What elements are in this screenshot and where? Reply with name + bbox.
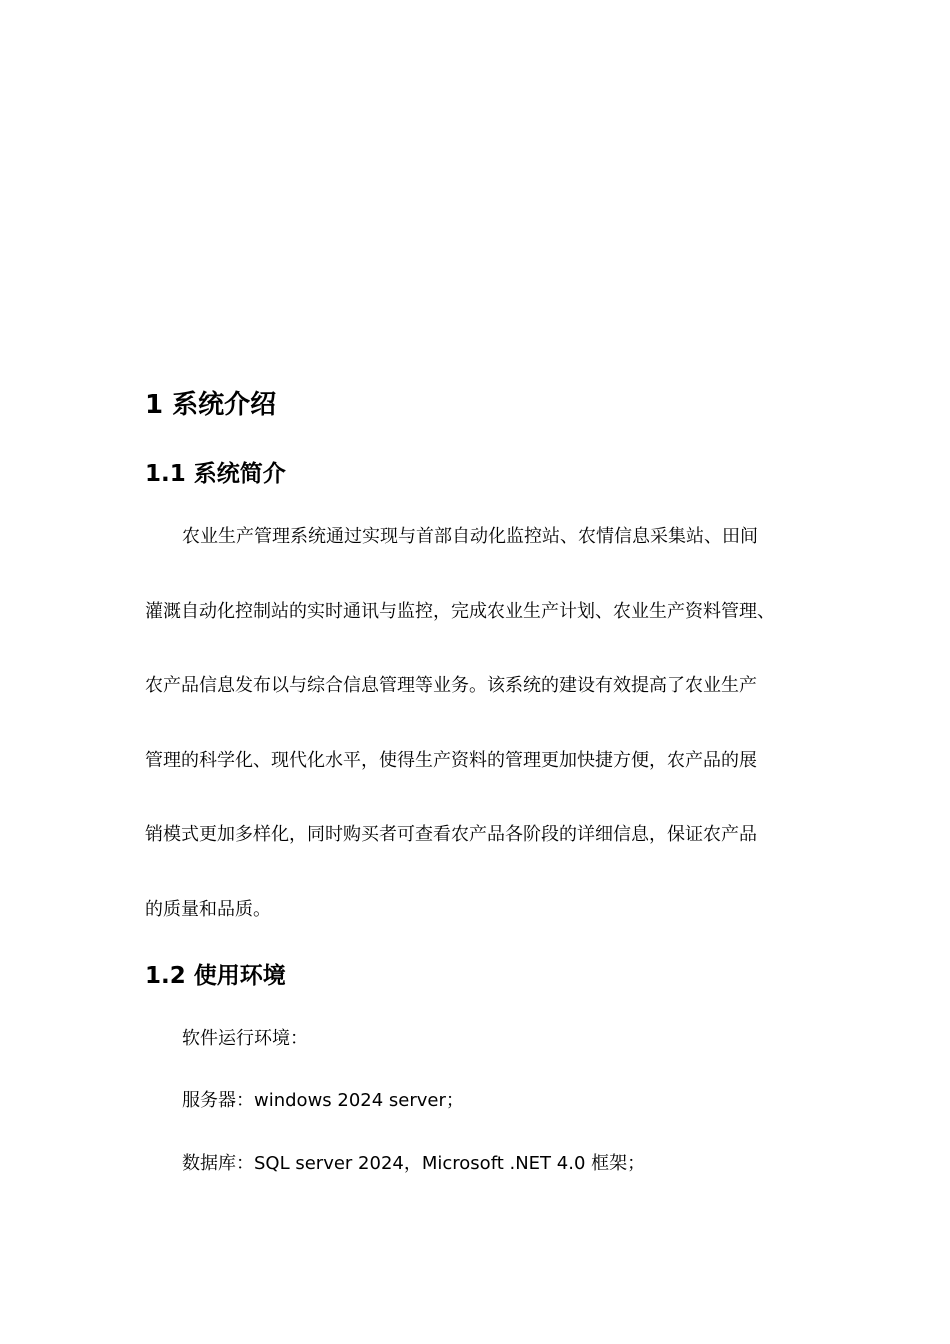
paragraph-line: 管理的科学化、现代化水平，使得生产资料的管理更加快捷方便，农产品的展: [145, 749, 757, 771]
environment-server: 服务器：windows 2024 server；: [182, 1090, 464, 1111]
paragraph-line: 农业生产管理系统通过实现与首部自动化监控站、农情信息采集站、田间: [182, 526, 758, 547]
paragraph-line: 农产品信息发布以与综合信息管理等业务。该系统的建设有效提高了农业生产: [145, 675, 757, 696]
environment-label: 软件运行环境：: [182, 1028, 308, 1049]
paragraph-line: 的质量和品质。: [145, 898, 271, 920]
paragraph-line: 灌溉自动化控制站的实时通讯与监控，完成农业生产计划、农业生产资料管理、: [145, 600, 775, 622]
section-heading-system-intro: 1 系统介绍: [145, 390, 277, 420]
paragraph-line: 销模式更加多样化，同时购买者可查看农产品各阶段的详细信息，保证农产品: [145, 824, 757, 845]
environment-database: 数据库：SQL server 2024，Microsoft .NET 4.0 框架；: [182, 1153, 646, 1174]
subsection-heading-system-overview: 1.1 系统简介: [145, 461, 286, 487]
system-overview-paragraph: [145, 528, 825, 975]
subsection-heading-environment: 1.2 使用环境: [145, 963, 286, 989]
